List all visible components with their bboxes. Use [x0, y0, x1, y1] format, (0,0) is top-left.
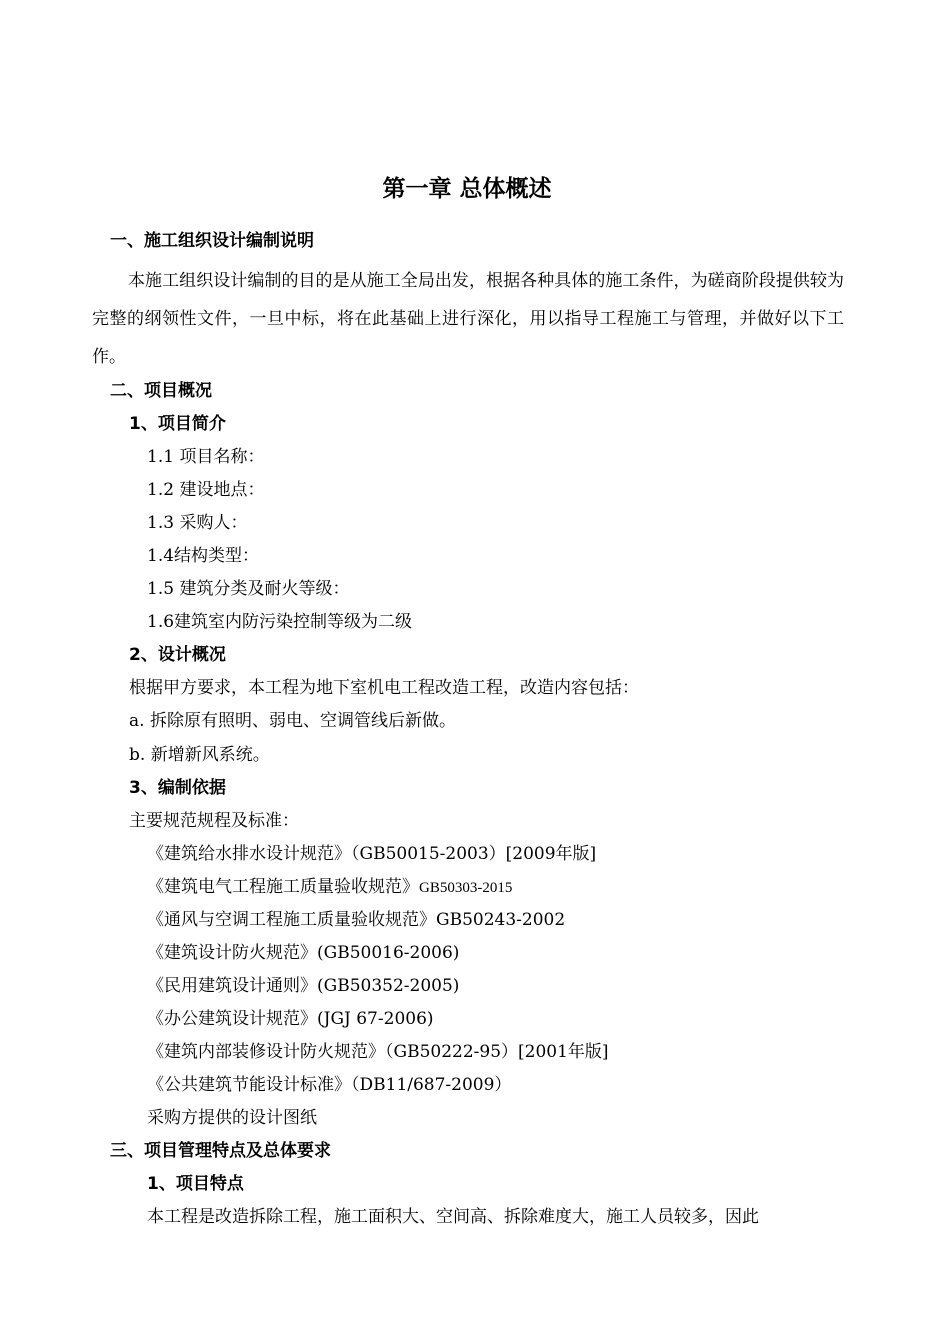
standard-item: 《建筑内部装修设计防火规范》（GB50222-95）[2001年版] — [147, 1042, 609, 1062]
section-3-heading: 三、项目管理特点及总体要求 — [110, 1141, 331, 1161]
standard-item: 采购方提供的设计图纸 — [147, 1108, 317, 1128]
standard-item — [147, 876, 512, 899]
standard-item: 《公共建筑节能设计标准》（DB11/687-2009） — [147, 1075, 512, 1095]
project-item: 1.1 项目名称： — [147, 447, 265, 467]
project-item: 1.6建筑室内防污染控制等级为二级 — [147, 612, 413, 632]
project-item: 1.4结构类型： — [147, 546, 260, 566]
design-intro: 根据甲方要求，本工程为地下室机电工程改造工程，改造内容包括： — [129, 678, 639, 698]
features-paragraph: 本工程是改造拆除工程，施工面积大、空间高、拆除难度大，施工人员较多，因此 — [147, 1207, 759, 1227]
chapter-title: 第一章 总体概述 — [382, 176, 552, 202]
standard-item-code: GB50303-2015 — [419, 880, 513, 896]
design-item-b: b. 新增新风系统。 — [129, 745, 270, 765]
standard-item: 《民用建筑设计通则》(GB50352-2005) — [147, 976, 460, 996]
subsection-features-heading: 1、项目特点 — [147, 1174, 244, 1194]
standard-item: 《通风与空调工程施工质量验收规范》GB50243-2002 — [147, 910, 566, 930]
project-item: 1.3 采购人： — [147, 513, 248, 533]
subsection-project-intro-heading: 1、项目简介 — [129, 414, 226, 434]
section-1-paragraph: 本施工组织设计编制的目的是从施工全局出发，根据各种具体的施工条件，为磋商阶段提供较为完整的纲领性文件，一旦中标，将在此基础上进行深化，用以指导工程施工与管理，并做好以下工作。 — [92, 271, 844, 367]
basis-intro: 主要规范规程及标准： — [129, 811, 299, 831]
subsection-basis-heading: 3、编制依据 — [129, 778, 226, 798]
standard-item: 《办公建筑设计规范》(JGJ 67-2006) — [147, 1009, 434, 1029]
standard-item-title: 《建筑电气工程施工质量验收规范》 — [147, 877, 419, 897]
design-item-a: a. 拆除原有照明、弱电、空调管线后新做。 — [129, 711, 456, 731]
subsection-design-heading: 2、设计概况 — [129, 645, 226, 665]
project-item: 1.5 建筑分类及耐火等级： — [147, 579, 350, 599]
standard-item: 《建筑给水排水设计规范》（GB50015-2003）[2009年版] — [147, 844, 597, 864]
project-item: 1.2 建设地点： — [147, 480, 265, 500]
section-1-heading: 一、施工组织设计编制说明 — [110, 231, 314, 251]
standard-item: 《建筑设计防火规范》(GB50016-2006) — [147, 943, 460, 963]
section-2-heading: 二、项目概况 — [110, 381, 212, 401]
